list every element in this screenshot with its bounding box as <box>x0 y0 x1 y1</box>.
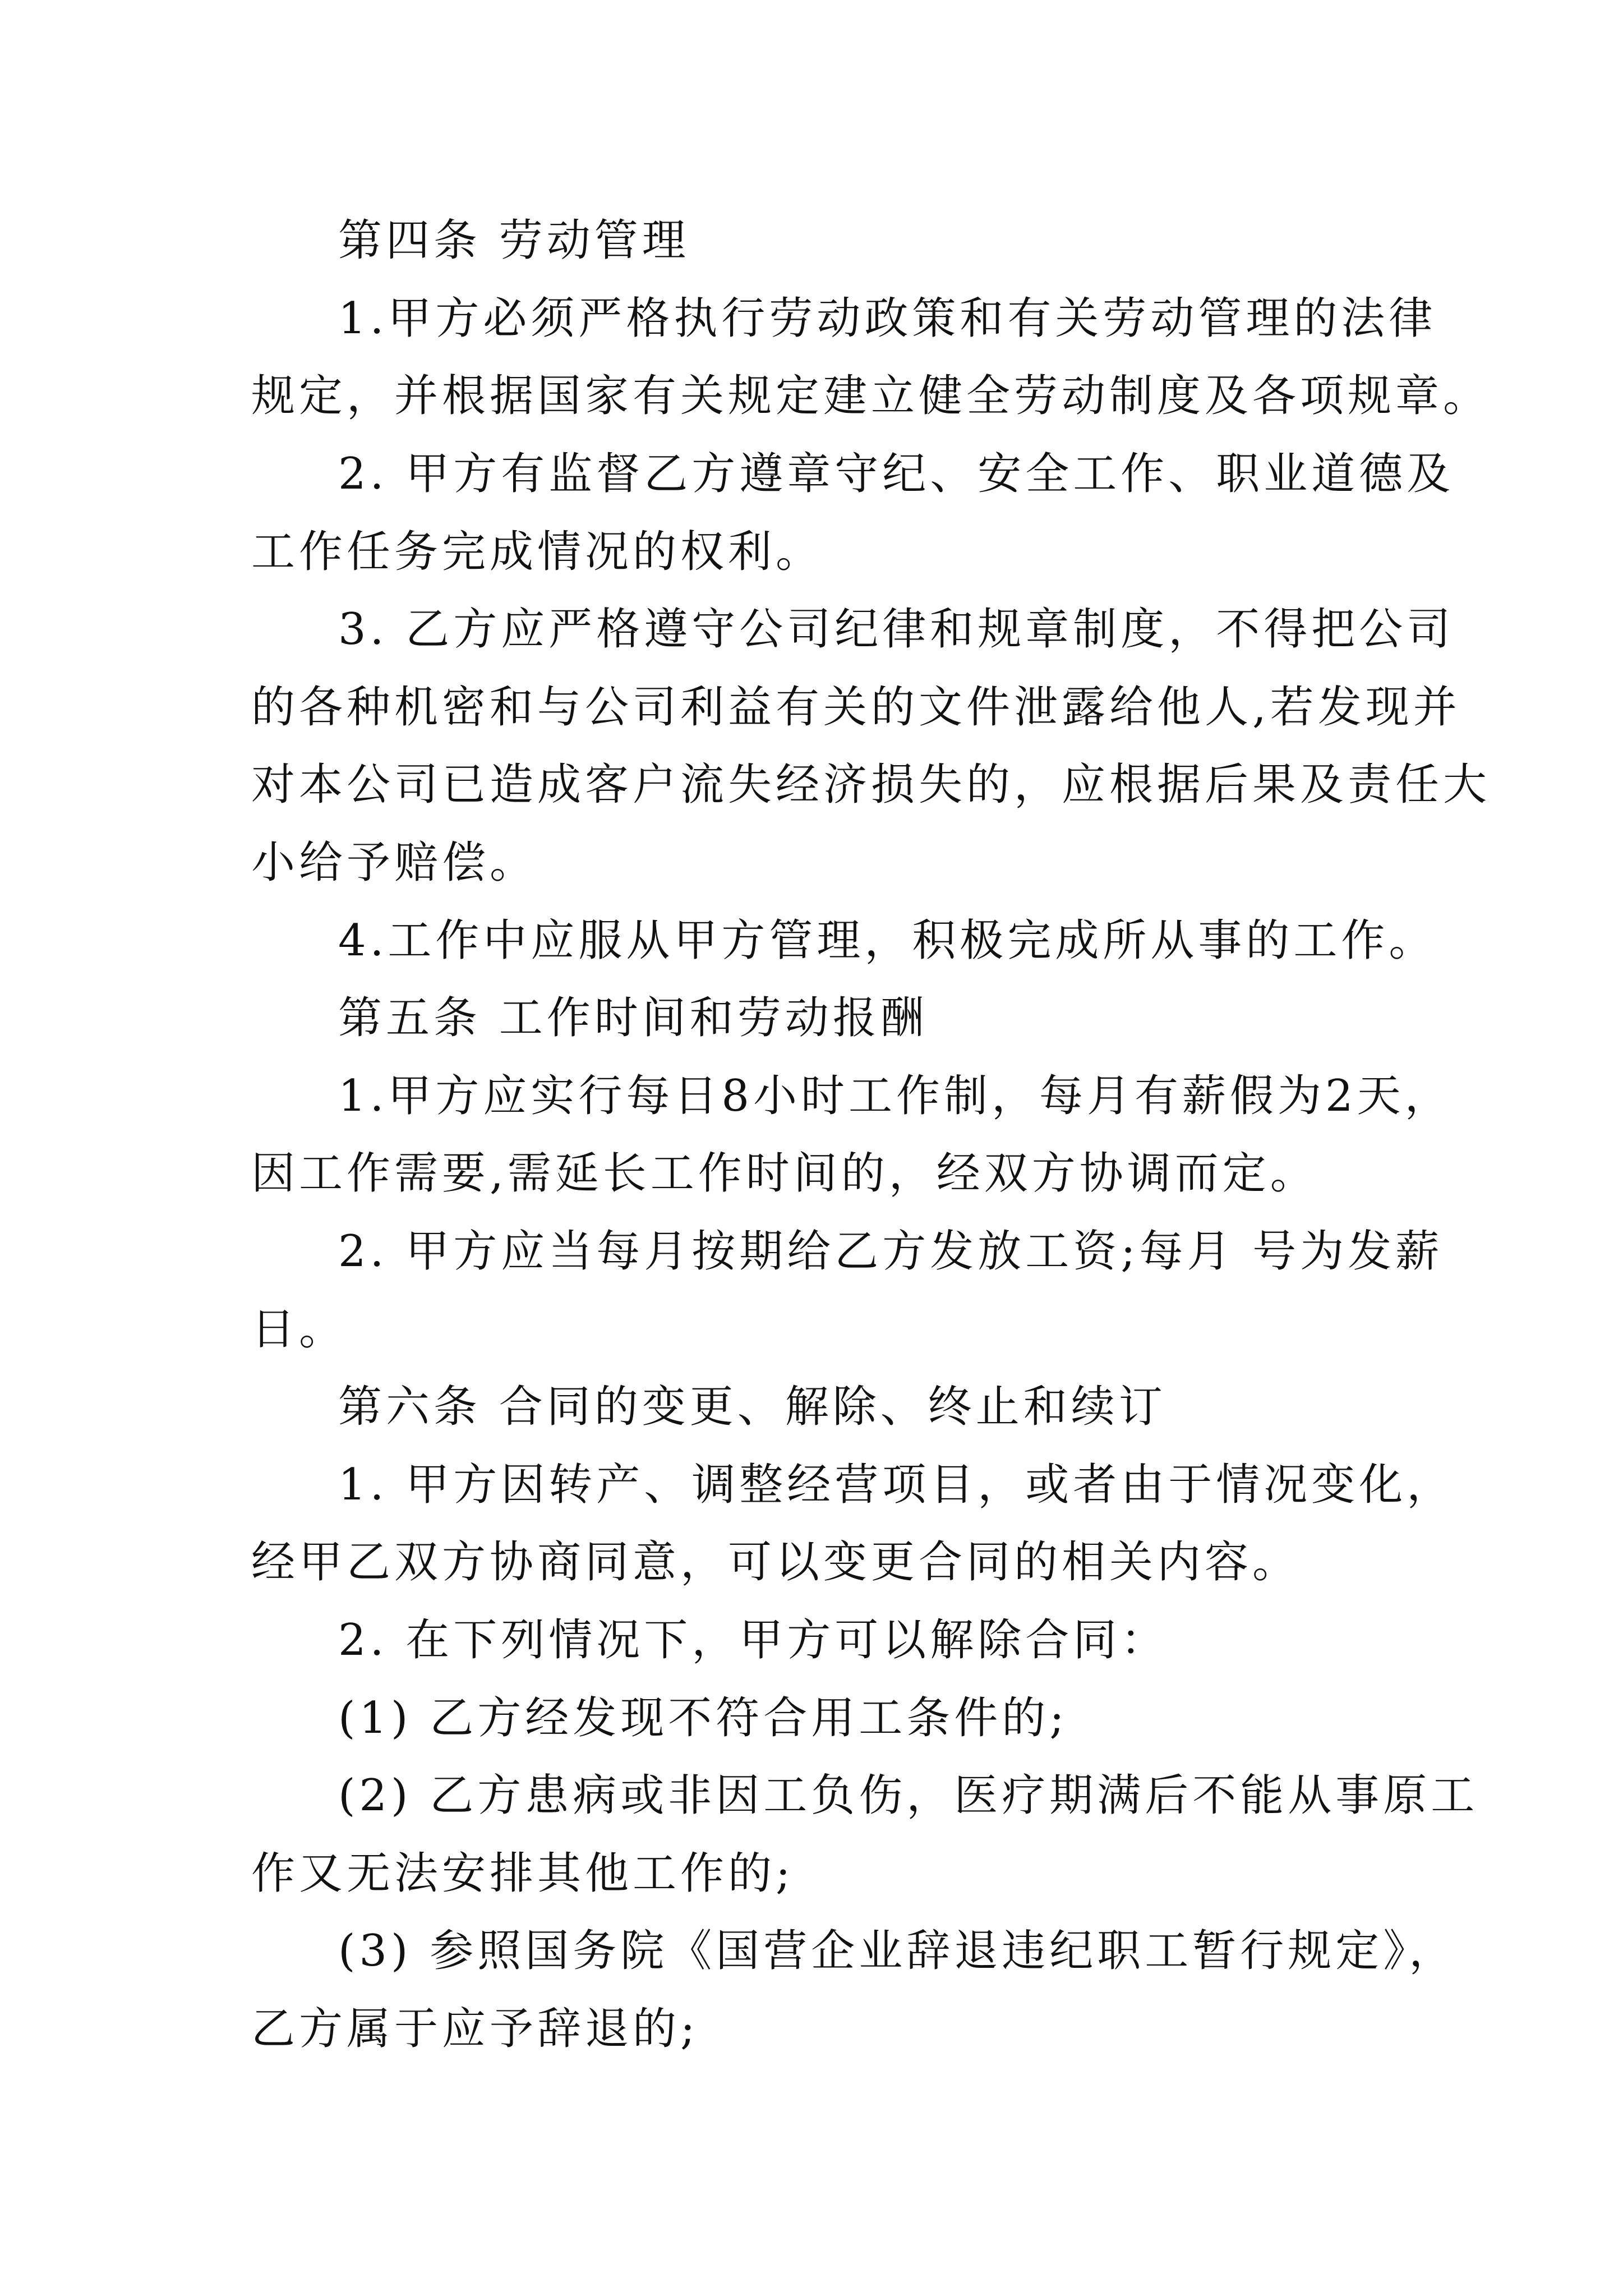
paragraph-line: 日。 <box>251 1304 347 1355</box>
paragraph-line: 对本公司已造成客户流失经济损失的，应根据后果及责任大 <box>251 760 1491 810</box>
paragraph-line: 工作任务完成情况的权利。 <box>251 527 824 577</box>
section-heading-article-4: 第四条 劳动管理 <box>338 215 690 266</box>
section-heading-article-6: 第六条 合同的变更、解除、终止和续订 <box>338 1382 1166 1432</box>
paragraph-line: 小给予赔偿。 <box>251 838 538 888</box>
paragraph-line: 经甲乙双方协商同意，可以变更合同的相关内容。 <box>251 1537 1301 1588</box>
paragraph-line: 2. 甲方有监督乙方遵章守纪、安全工作、职业道德及 <box>338 449 1455 499</box>
paragraph-line: 的各种机密和与公司利益有关的文件泄露给他人,若发现并 <box>251 682 1461 733</box>
list-item-continuation: 乙方属于应予辞退的; <box>251 2004 699 2054</box>
paragraph-line: 因工作需要,需延长工作时间的，经双方协调而定。 <box>251 1148 1318 1199</box>
paragraph-line: 2. 在下列情况下，甲方可以解除合同： <box>338 1615 1169 1665</box>
paragraph-line: 1.甲方必须严格执行劳动政策和有关劳动管理的法律 <box>338 293 1437 344</box>
paragraph-line: 2. 甲方应当每月按期给乙方发放工资;每月 号为发薪 <box>338 1226 1444 1277</box>
list-item: (1) 乙方经发现不符合用工条件的; <box>338 1693 1068 1743</box>
list-item: (3) 参照国务院《国营企业辞退违纪职工暂行规定》， <box>338 1926 1457 1976</box>
paragraph-line: 1.甲方应实行每日8小时工作制，每月有薪假为2天， <box>338 1071 1453 1121</box>
list-item-continuation: 作又无法安排其他工作的; <box>251 1848 795 1899</box>
section-heading-article-5: 第五条 工作时间和劳动报酬 <box>338 993 928 1043</box>
paragraph-line: 1. 甲方因转产、调整经营项目，或者由于情况变化， <box>338 1460 1455 1510</box>
paragraph-line: 规定，并根据国家有关规定建立健全劳动制度及各项规章。 <box>251 371 1491 421</box>
paragraph-line: 3. 乙方应严格遵守公司纪律和规章制度，不得把公司 <box>338 604 1455 655</box>
paragraph-line: 4.工作中应服从甲方管理，积极完成所从事的工作。 <box>338 915 1437 966</box>
list-item: (2) 乙方患病或非因工负伤，医疗期满后不能从事原工 <box>338 1770 1479 1821</box>
